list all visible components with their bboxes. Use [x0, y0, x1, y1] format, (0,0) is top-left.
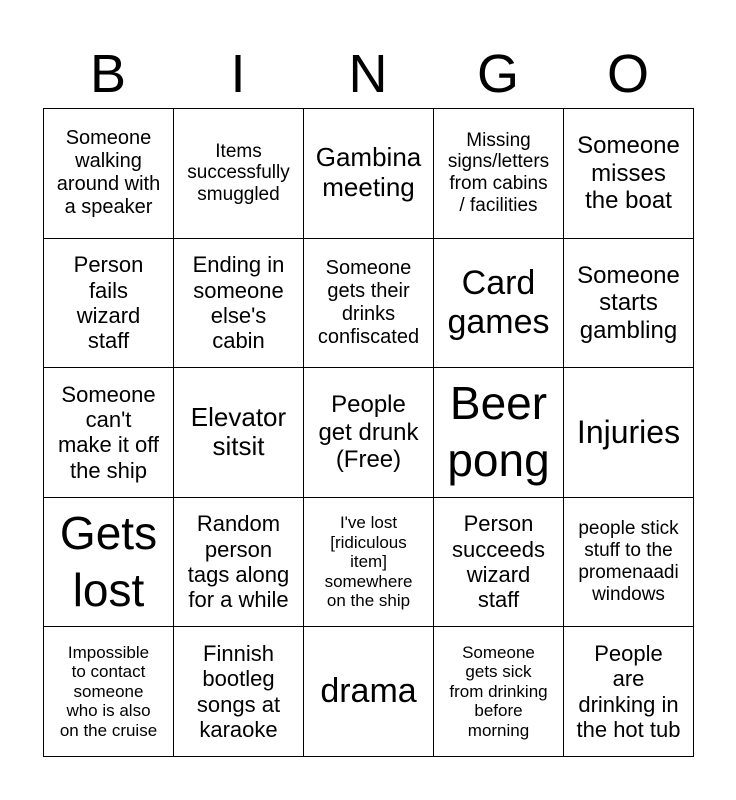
cell-text: Beer pong	[447, 376, 550, 487]
bingo-cell[interactable]	[564, 627, 694, 757]
bingo-cell[interactable]	[434, 368, 564, 498]
bingo-cell[interactable]	[564, 109, 694, 239]
cell-text: People get drunk (Free)	[318, 391, 419, 474]
bingo-cell[interactable]	[44, 498, 174, 628]
header-letter-o: O	[606, 44, 649, 104]
cell-text: Someone can't make it off the ship	[57, 381, 160, 483]
header-letter-n: N	[348, 44, 388, 104]
cell-text: Gambina meeting	[315, 142, 422, 203]
cell-text: Person fails wizard staff	[73, 252, 144, 354]
bingo-cell[interactable]	[304, 627, 434, 757]
bingo-cell[interactable]	[174, 627, 304, 757]
bingo-cell[interactable]	[44, 239, 174, 369]
bingo-cell[interactable]	[564, 239, 694, 369]
header-letter-i: I	[230, 44, 246, 104]
bingo-cell[interactable]	[304, 368, 434, 498]
bingo-cell[interactable]	[564, 368, 694, 498]
bingo-cell[interactable]	[44, 368, 174, 498]
cell-text: people stick stuff to the promenaadi windows	[578, 518, 679, 605]
cell-text: Impossible to contact someone who is also on the cruise	[59, 642, 158, 740]
bingo-cell[interactable]	[44, 627, 174, 757]
bingo-cell[interactable]	[304, 109, 434, 239]
cell-text: Someone gets sick from drinking before morning	[449, 642, 548, 740]
cell-text: drama	[320, 672, 417, 711]
cell-text: Someone starts gambling	[577, 261, 680, 344]
cell-text: Someone gets their drinks confiscated	[317, 256, 420, 348]
bingo-grid	[43, 108, 694, 757]
cell-text: People are drinking in the hot tub	[576, 641, 681, 742]
cell-text: Finnish bootleg songs at karaoke	[196, 641, 281, 742]
bingo-cell[interactable]	[174, 498, 304, 628]
bingo-cell[interactable]	[434, 498, 564, 628]
bingo-cell[interactable]	[304, 498, 434, 628]
bingo-cell[interactable]	[434, 627, 564, 757]
bingo-cell[interactable]	[174, 368, 304, 498]
bingo-cell[interactable]	[174, 109, 304, 239]
bingo-cell[interactable]	[304, 239, 434, 369]
cell-text: Person succeeds wizard staff	[452, 511, 545, 613]
cell-text: Gets lost	[59, 506, 158, 617]
cell-text: I've lost [ridiculous item] somewhere on the ship	[324, 513, 413, 611]
header-letter-g: G	[476, 44, 519, 104]
cell-text: Missing signs/letters from cabins / facilities	[447, 129, 550, 217]
cell-text: Random person tags along for a while	[187, 511, 290, 613]
cell-text: Someone misses the boat	[577, 131, 680, 215]
bingo-header	[43, 40, 693, 108]
cell-text: Card games	[447, 263, 550, 341]
header-letter-b: B	[89, 44, 127, 104]
cell-text: Ending in someone else's cabin	[192, 252, 285, 354]
cell-text: Items successfully smuggled	[187, 140, 290, 206]
bingo-cell[interactable]	[174, 239, 304, 369]
bingo-cell[interactable]	[434, 109, 564, 239]
cell-text: Elevator sitsit	[190, 401, 287, 462]
bingo-cell[interactable]	[44, 109, 174, 239]
cell-text: Someone walking around with a speaker	[56, 127, 161, 219]
cell-text: Injuries	[576, 414, 681, 451]
bingo-cell[interactable]	[564, 498, 694, 628]
bingo-cell[interactable]	[434, 239, 564, 369]
